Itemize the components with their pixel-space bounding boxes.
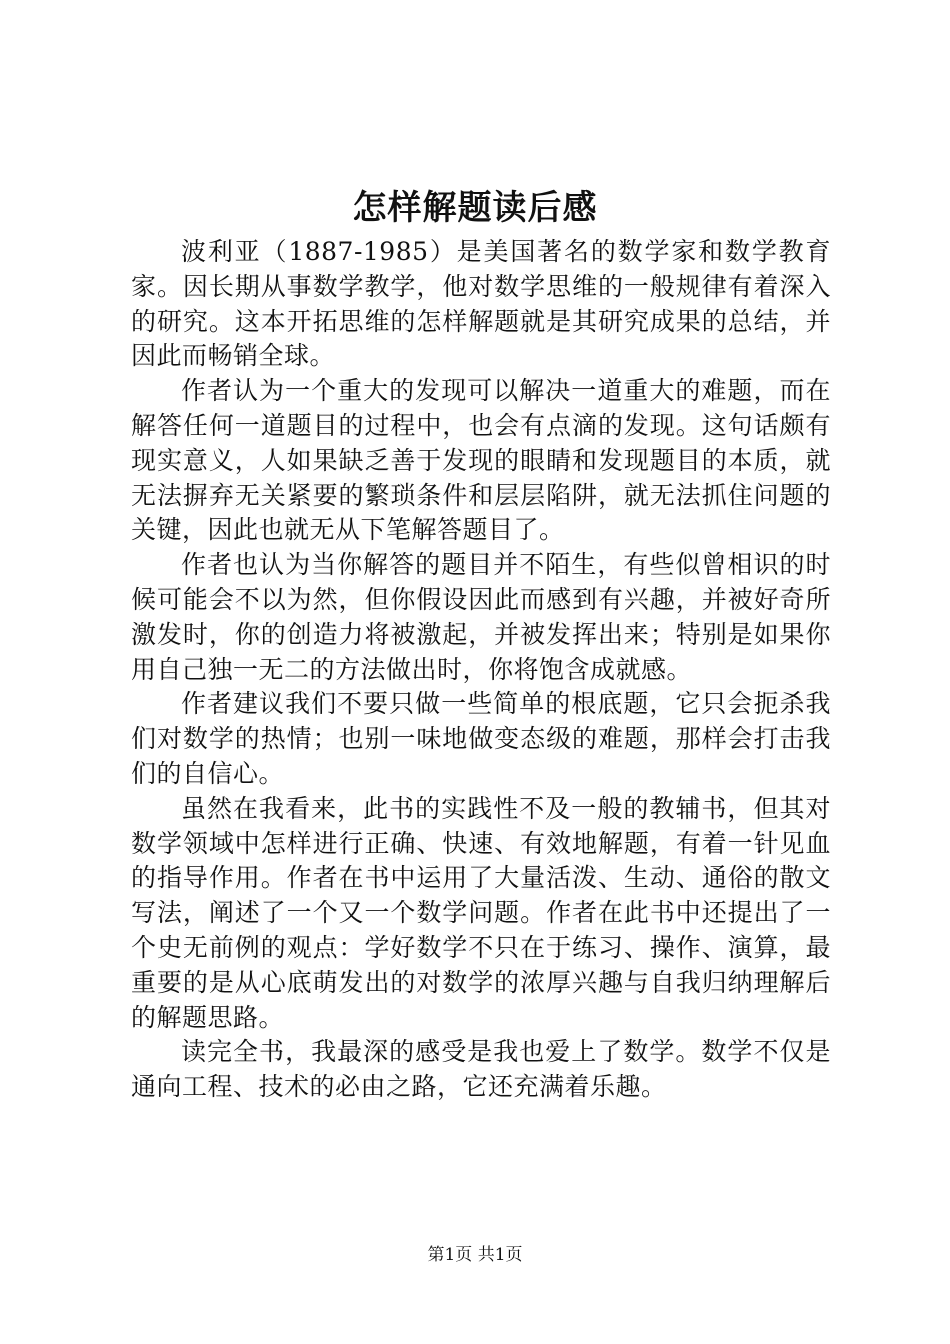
paragraph-3: 作者也认为当你解答的题目并不陌生，有些似曾相识的时候可能会不以为然，但你假设因此而感到有兴趣，并被好奇所激发时，你的创造力将被激起，并被发挥出来；特别是如果你用自己独一无二的方法做出时，你将饱含成就感。 <box>131 550 831 684</box>
paragraph-2: 作者认为一个重大的发现可以解决一道重大的难题，而在解答任何一道题目的过程中，也会有点滴的发现。这句话颇有现实意义，人如果缺乏善于发现的眼睛和发现题目的本质，就无法摒弃无关紧要的繁琐条件和层层陷阱，就无法抓住问题的关键，因此也就无从下笔解答题目了。 <box>131 376 831 545</box>
paragraph-6: 读完全书，我最深的感受是我也爱上了数学。数学不仅是通向工程、技术的必由之路，它还充满着乐趣。 <box>131 1037 831 1102</box>
paragraph-4: 作者建议我们不要只做一些简单的根底题，它只会扼杀我们对数学的热情；也别一味地做变态级的难题，那样会打击我们的自信心。 <box>131 689 831 788</box>
paragraph-5: 虽然在我看来，此书的实践性不及一般的教辅书，但其对数学领域中怎样进行正确、快速、有效地解题，有着一针见血的指导作用。作者在书中运用了大量活泼、生动、通俗的散文写法，阐述了一个又一个数学问题。作者在此书中还提出了一个史无前例的观点：学好数学不只在于练习、操作、演算，最重要的是从心底萌发出的对数学的浓厚兴趣与自我归纳理解后的解题思路。 <box>131 793 831 1032</box>
document-body <box>131 235 831 1105</box>
document-title: 怎样解题读后感 <box>352 188 598 228</box>
page-footer: 第1页 共1页 <box>427 1245 523 1265</box>
paragraph-1: 波利亚（1887-1985）是美国著名的数学家和数学教育家。因长期从事数学教学，他对数学思维的一般规律有着深入的研究。这本开拓思维的怎样解题就是其研究成果的总结，并因此而畅销全球。 <box>131 237 831 371</box>
